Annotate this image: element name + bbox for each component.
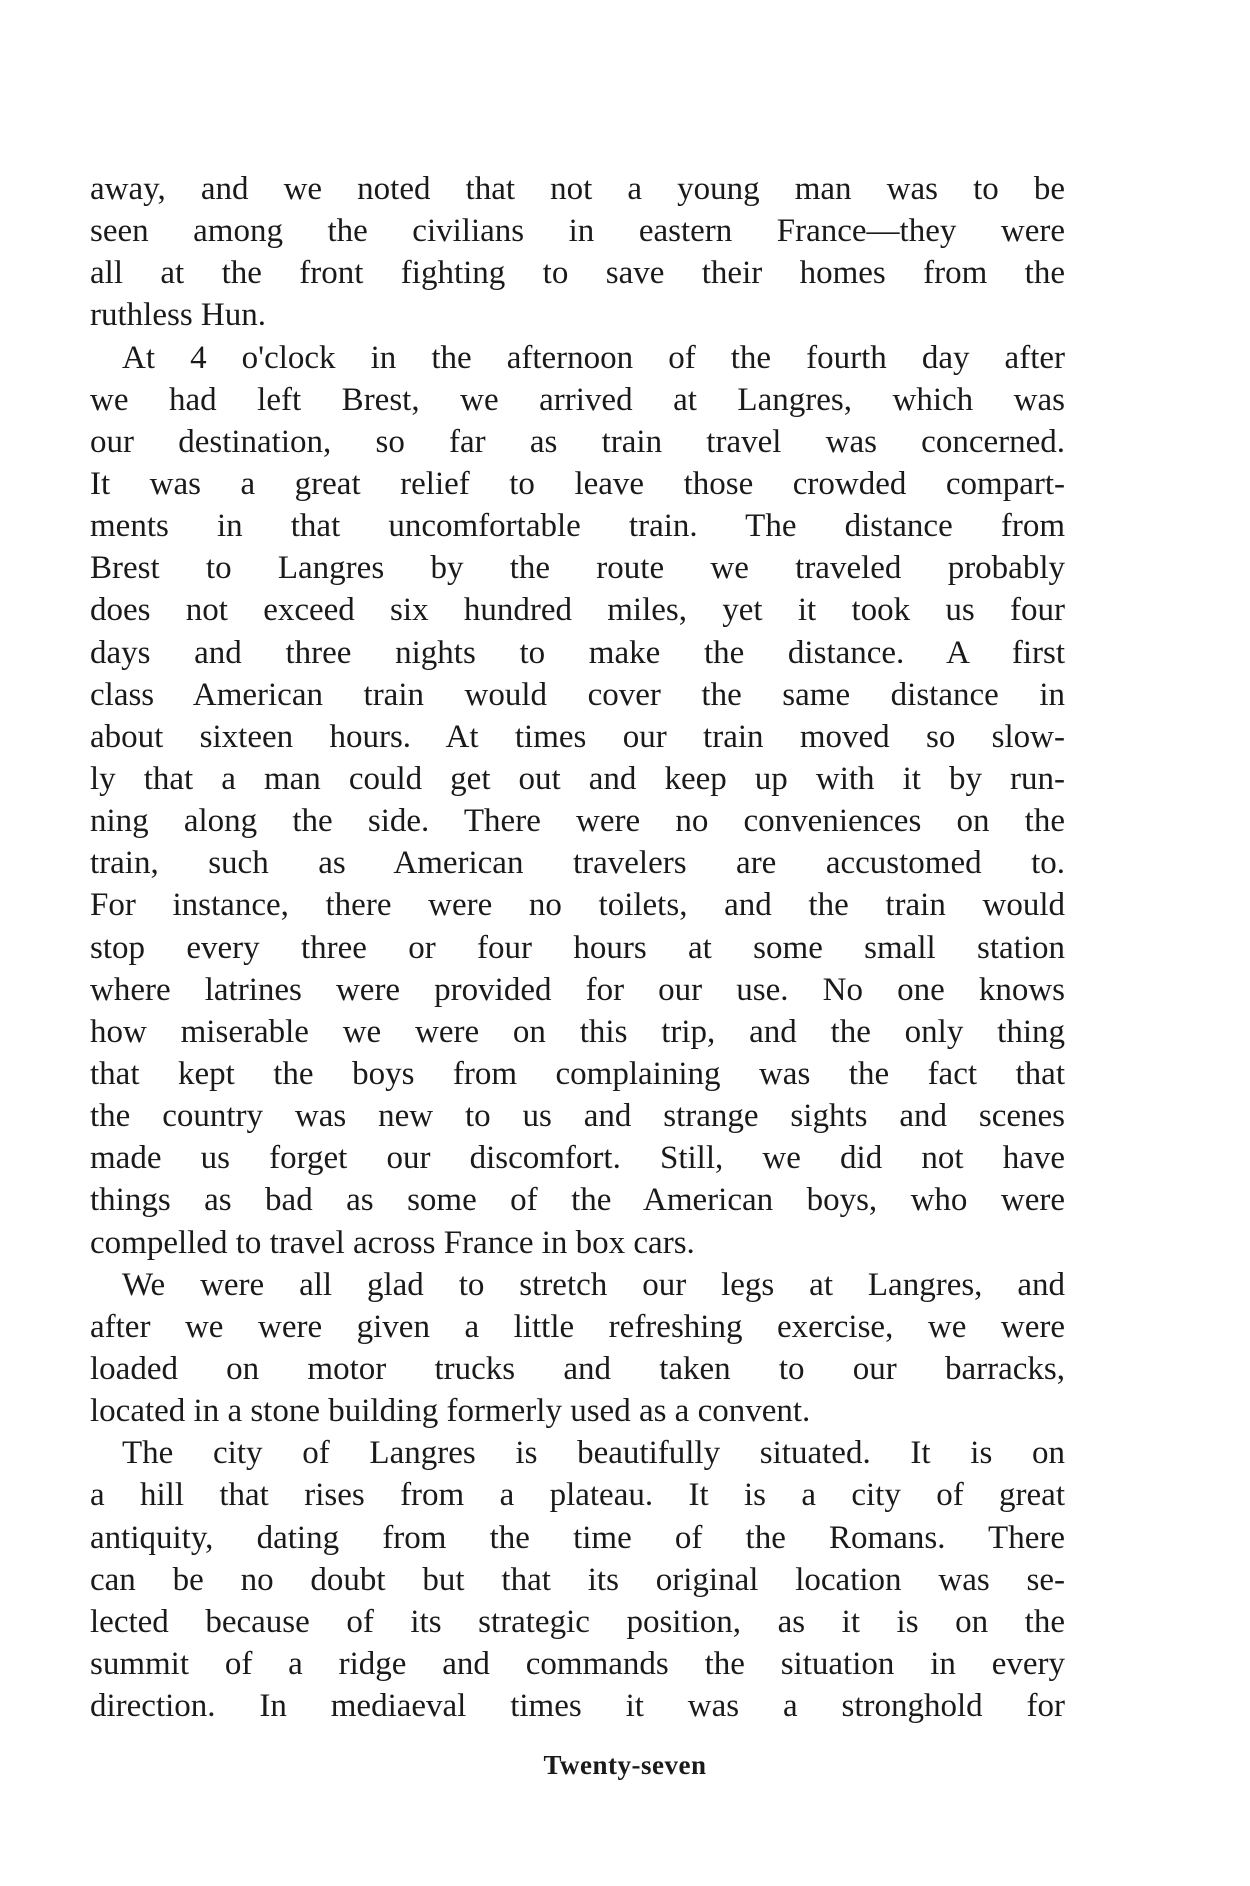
text-line: class American train would cover the same distance in [90,676,1065,713]
text-line: Brest to Langres by the route we traveled probably [90,550,1065,587]
text-line: loaded on motor trucks and taken to our barracks, [90,1350,1065,1387]
text-line: located in a stone building formerly used as a convent. [90,1393,811,1430]
text-line: ruthless Hun. [90,297,266,334]
body-text [90,168,1065,1727]
text-line: away, and we noted that not a young man was to be [90,171,1065,207]
text-line: seen among the civilians in eastern France—they were [90,213,1065,250]
text-line: lected because of its strategic position, as it is on the [90,1603,1065,1640]
text-line: The city of Langres is beautifully situated. It is on [122,1435,1065,1472]
text-line: that kept the boys from complaining was the fact that [90,1055,1065,1092]
text-line: stop every three or four hours at some small station [90,929,1065,966]
text-line: after we were given a little refreshing exercise, we were [90,1308,1065,1345]
text-line: antiquity, dating from the time of the Romans. There [90,1519,1065,1556]
text-line: the country was new to us and strange sights and scenes [90,1098,1065,1135]
page-number: Twenty-seven [543,1750,707,1780]
text-line: how miserable we were on this trip, and the only thing [90,1013,1065,1050]
text-line: days and three nights to make the distance. A first [90,634,1065,671]
text-line: does not exceed six hundred miles, yet it took us four [90,592,1065,629]
text-line: can be no doubt but that its original location was se- [90,1561,1065,1598]
text-line: summit of a ridge and commands the situation in every [90,1645,1065,1682]
text-line: At 4 o'clock in the afternoon of the fourth day after [122,339,1065,376]
text-line: It was a great relief to leave those crowded compart- [90,465,1065,502]
text-line: direction. In mediaeval times it was a stronghold for [90,1688,1065,1725]
text-line: our destination, so far as train travel was concerned. [90,423,1065,460]
text-line: train, such as American travelers are accustomed to. [90,845,1065,882]
text-line: things as bad as some of the American boys, who were [90,1182,1065,1219]
text-line: made us forget our discomfort. Still, we did not have [90,1140,1065,1177]
text-line: about sixteen hours. At times our train moved so slow- [90,718,1065,755]
text-line: we had left Brest, we arrived at Langres, which was [90,381,1065,418]
text-line: ments in that uncomfortable train. The distance from [90,508,1065,545]
text-line: all at the front fighting to save their homes from the [90,255,1065,292]
text-line: compelled to travel across France in box cars. [90,1224,695,1261]
text-line: a hill that rises from a plateau. It is a city of great [90,1477,1065,1514]
text-line: We were all glad to stretch our legs at Langres, and [122,1266,1065,1303]
text-line: ly that a man could get out and keep up with it by run- [90,760,1065,797]
text-line: ning along the side. There were no conveniences on the [90,803,1065,840]
text-line: where latrines were provided for our use. No one knows [90,971,1065,1008]
text-line: For instance, there were no toilets, and the train would [90,887,1065,924]
